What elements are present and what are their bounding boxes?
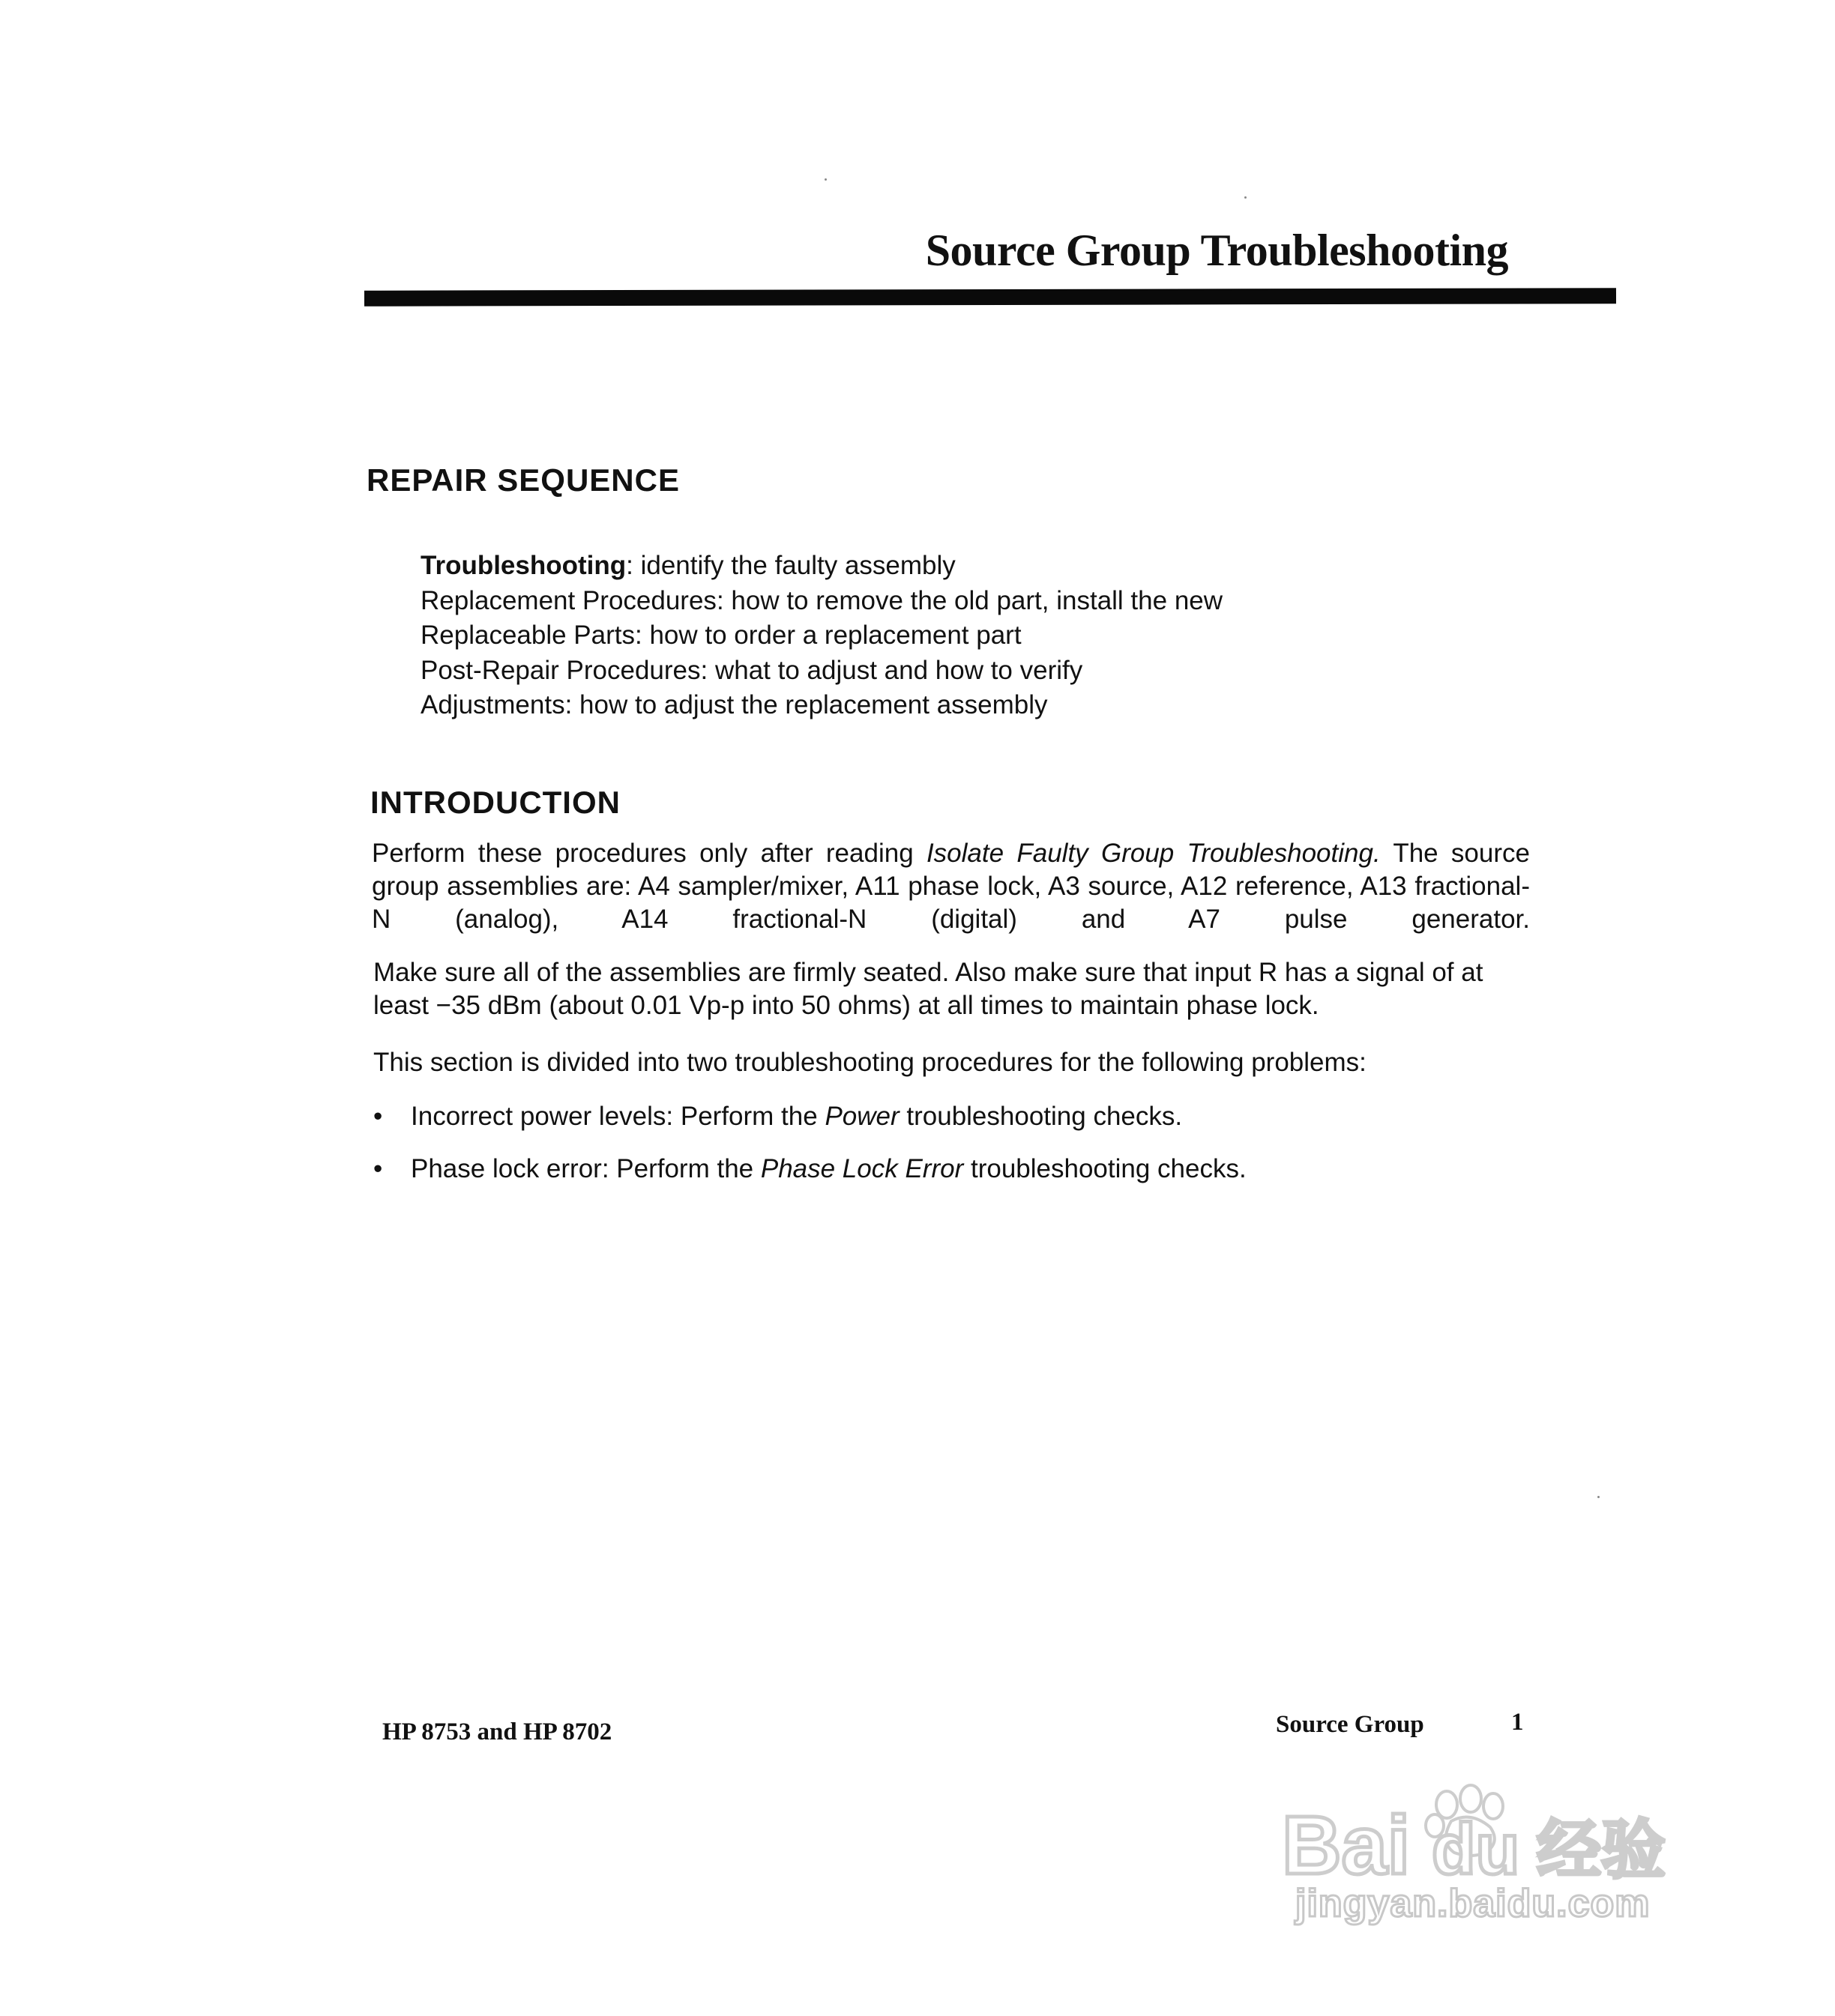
footer-product: HP 8753 and HP 8702 [382, 1718, 612, 1745]
repair-item-desc: : how to remove the old part, install the new [716, 585, 1223, 615]
repair-item-desc: : what to adjust and how to verify [700, 655, 1083, 685]
repair-item [421, 549, 1223, 584]
repair-item-term: Adjustments [421, 690, 565, 719]
bullet-text: Incorrect power levels: Perform the Power troubleshooting checks. [411, 1102, 1183, 1131]
bullet-symbol: • [373, 1154, 383, 1183]
scan-speck [1597, 1496, 1600, 1498]
svg-text:Bai: Bai [1282, 1799, 1411, 1892]
repair-item-term: Post-Repair Procedures [421, 655, 701, 685]
repair-item-desc: : how to order a replacement part [635, 621, 1022, 650]
chapter-title: Source Group Troubleshooting [925, 226, 1508, 275]
title-rule [364, 288, 1616, 306]
bullet-symbol: • [373, 1102, 383, 1131]
scan-speck [825, 178, 827, 181]
bullet-emphasis: Phase Lock Error [760, 1154, 964, 1183]
intro-p1-reference: Isolate Faulty Group Troubleshooting. [926, 839, 1381, 868]
page-number: 1 [1511, 1709, 1524, 1736]
svg-text:经验: 经验 [1537, 1813, 1666, 1888]
repair-sequence-heading: REPAIR SEQUENCE [367, 462, 680, 498]
repair-item [421, 618, 1223, 654]
repair-item-desc: : identify the faulty assembly [626, 551, 956, 580]
intro-paragraph-2: Make sure all of the assemblies are firmly seated. Also make sure that input R has a signal of at least −35 dBm (about 0.01 Vp-p into 50 ohms) at all times to maintain phase lock. [373, 958, 1483, 1020]
repair-item-term: Replaceable Parts [421, 621, 635, 650]
scan-speck [1244, 196, 1247, 199]
footer-section: Source Group [1276, 1711, 1424, 1738]
introduction-heading: INTRODUCTION [370, 785, 621, 820]
intro-paragraph-1 [372, 837, 1530, 936]
repair-item [421, 654, 1223, 689]
svg-text:du: du [1432, 1809, 1520, 1889]
intro-p1-text-continued: The source group assemblies are: A4 sampler/mixer, A11 phase lock, A3 source, A12 reference, A13 fractional-N (analog), A14 fractional-N (digital) and A7 pulse generator. [372, 839, 1530, 934]
repair-item [421, 584, 1223, 619]
intro-paragraph-3: This section is divided into two troubleshooting procedures for the following problems: [373, 1048, 1367, 1077]
watermark-url: jingyan.baidu.com [1295, 1882, 1651, 1925]
intro-p1-text: Perform these procedures only after reading [372, 839, 926, 868]
repair-item [421, 688, 1223, 723]
repair-item-term: Troubleshooting [421, 551, 627, 580]
repair-item-term: Replacement Procedures [421, 585, 717, 615]
repair-item-desc: : how to adjust the replacement assembly [564, 690, 1048, 719]
repair-sequence-list [421, 549, 1223, 723]
bullet-text: Phase lock error: Perform the Phase Lock Error troubleshooting checks. [411, 1154, 1247, 1183]
bullet-emphasis: Power [825, 1102, 900, 1131]
